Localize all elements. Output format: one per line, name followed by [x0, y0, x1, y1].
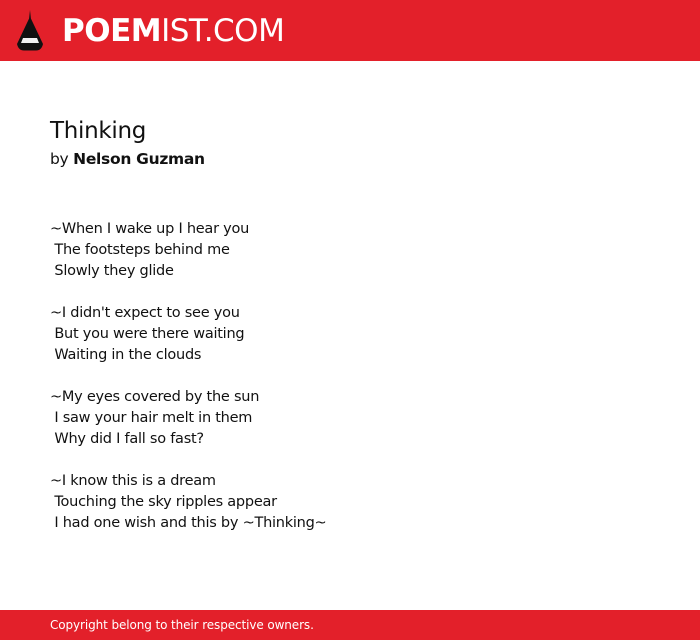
poem-body — [50, 219, 670, 555]
poem-byline — [50, 148, 205, 170]
poem-line: ~I didn't expect to see you — [50, 305, 240, 321]
poem-stanza — [50, 471, 670, 534]
pencil-tip-icon — [17, 10, 43, 52]
copyright-notice: Copyright belong to their respective owners. — [50, 618, 314, 632]
poem-line: ~I know this is a dream — [50, 473, 216, 489]
poem-line: The footsteps behind me — [50, 242, 230, 258]
poem-title: Thinking — [50, 118, 147, 144]
site-header — [0, 0, 700, 61]
poem-stanza — [50, 303, 670, 366]
poem-stanza — [50, 387, 670, 450]
poem-stanza — [50, 219, 670, 282]
poem-line: Why did I fall so fast? — [50, 431, 204, 447]
poem-line: ~When I wake up I hear you — [50, 221, 250, 237]
logo-wordmark-bold: POEM — [62, 13, 162, 49]
poem-line: But you were there waiting — [50, 326, 245, 342]
author-name: Nelson Guzman — [73, 150, 205, 168]
poem-line: I saw your hair melt in them — [50, 410, 253, 426]
poem-line: ~My eyes covered by the sun — [50, 389, 260, 405]
byline-prefix: by — [50, 150, 69, 168]
site-footer — [0, 610, 700, 640]
logo-wordmark-light: IST.COM — [161, 13, 285, 49]
site-logo-text — [62, 11, 284, 51]
poem-line: Slowly they glide — [50, 263, 174, 279]
poem-line: Waiting in the clouds — [50, 347, 202, 363]
poem-line: I had one wish and this by ~Thinking~ — [50, 515, 327, 531]
poem-line: Touching the sky ripples appear — [50, 494, 277, 510]
